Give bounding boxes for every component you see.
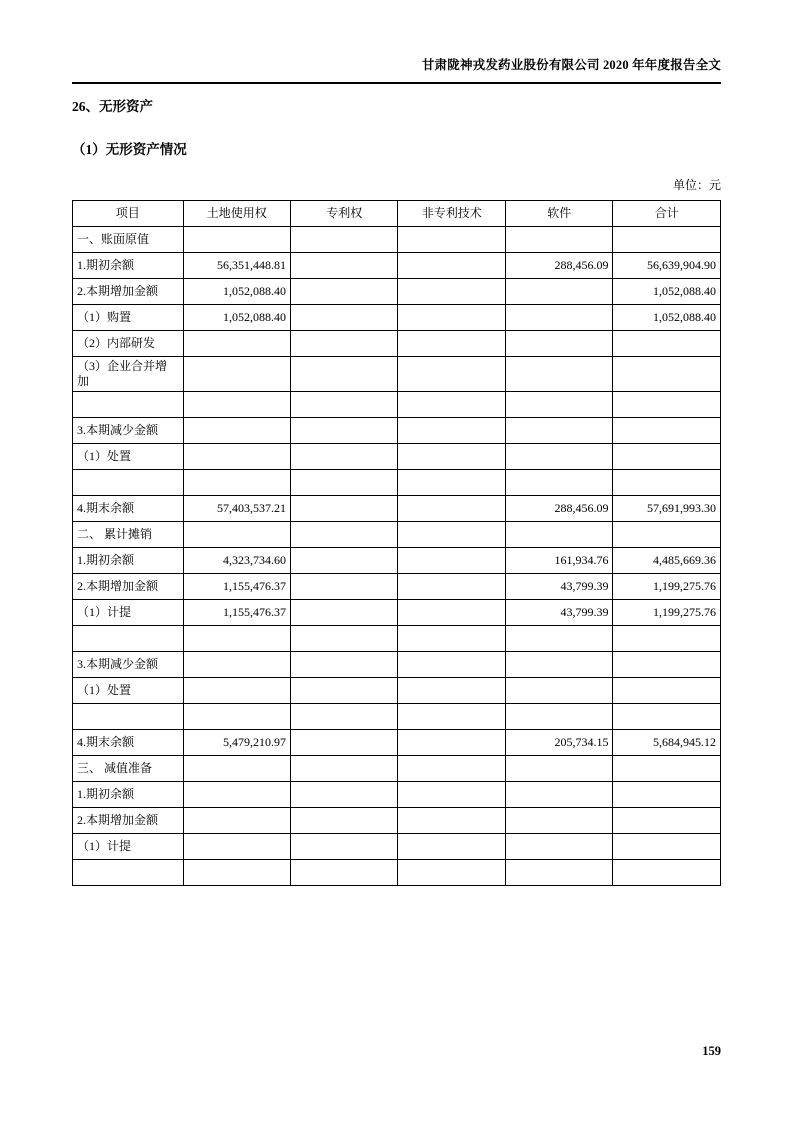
cell-value xyxy=(290,522,397,548)
cell-value xyxy=(398,834,505,860)
row-label: 一、账面原值 xyxy=(73,227,184,253)
cell-value xyxy=(505,227,612,253)
row-label: （1）购置 xyxy=(73,305,184,331)
cell-value xyxy=(183,808,290,834)
cell-value xyxy=(613,444,721,470)
table-row xyxy=(73,418,721,444)
row-label: 三、 减值准备 xyxy=(73,756,184,782)
cell-value xyxy=(613,808,721,834)
row-label xyxy=(73,626,184,652)
cell-value xyxy=(290,730,397,756)
cell-value xyxy=(398,470,505,496)
cell-value: 43,799.39 xyxy=(505,574,612,600)
cell-value xyxy=(183,704,290,730)
cell-value xyxy=(505,418,612,444)
table-row xyxy=(73,331,721,357)
row-label: （1）计提 xyxy=(73,600,184,626)
cell-value xyxy=(398,418,505,444)
cell-value xyxy=(505,652,612,678)
table-row xyxy=(73,730,721,756)
table-row xyxy=(73,253,721,279)
table-row xyxy=(73,860,721,886)
cell-value xyxy=(505,860,612,886)
cell-value xyxy=(290,253,397,279)
intangible-assets-table xyxy=(72,200,721,886)
cell-value xyxy=(505,331,612,357)
cell-value xyxy=(183,678,290,704)
cell-value xyxy=(398,331,505,357)
table-row xyxy=(73,496,721,522)
cell-value: 5,684,945.12 xyxy=(613,730,721,756)
row-label xyxy=(73,470,184,496)
cell-value xyxy=(183,756,290,782)
cell-value xyxy=(398,444,505,470)
row-label: 2.本期增加金额 xyxy=(73,279,184,305)
cell-value xyxy=(398,600,505,626)
cell-value: 161,934.76 xyxy=(505,548,612,574)
cell-value xyxy=(398,574,505,600)
cell-value xyxy=(183,834,290,860)
cell-value: 1,199,275.76 xyxy=(613,574,721,600)
cell-value: 1,155,476.37 xyxy=(183,574,290,600)
cell-value xyxy=(613,704,721,730)
cell-value: 1,052,088.40 xyxy=(183,305,290,331)
cell-value xyxy=(398,548,505,574)
table-row xyxy=(73,600,721,626)
row-label: 二、 累计摊销 xyxy=(73,522,184,548)
page-header: 甘肃陇神戎发药业股份有限公司 2020 年年度报告全文 xyxy=(421,58,721,72)
cell-value xyxy=(398,782,505,808)
row-label: （3）企业合并增加 xyxy=(73,357,184,392)
cell-value xyxy=(290,678,397,704)
cell-value xyxy=(613,652,721,678)
cell-value xyxy=(290,808,397,834)
cell-value xyxy=(290,782,397,808)
cell-value xyxy=(183,392,290,418)
cell-value xyxy=(505,305,612,331)
row-label: （1）计提 xyxy=(73,834,184,860)
cell-value xyxy=(505,357,612,392)
cell-value xyxy=(290,227,397,253)
table-row xyxy=(73,444,721,470)
cell-value xyxy=(613,418,721,444)
table-row xyxy=(73,678,721,704)
table-header-row xyxy=(73,201,721,227)
cell-value xyxy=(183,418,290,444)
cell-value xyxy=(183,652,290,678)
cell-value xyxy=(290,418,397,444)
cell-value xyxy=(290,496,397,522)
cell-value xyxy=(290,574,397,600)
row-label: 1.期初余额 xyxy=(73,782,184,808)
cell-value: 1,052,088.40 xyxy=(613,305,721,331)
row-label: 2.本期增加金额 xyxy=(73,574,184,600)
cell-value xyxy=(398,860,505,886)
cell-value xyxy=(290,279,397,305)
cell-value xyxy=(398,730,505,756)
table-row xyxy=(73,834,721,860)
unit-label: 单位：元 xyxy=(672,178,721,192)
cell-value xyxy=(398,678,505,704)
column-header-item: 项目 xyxy=(73,201,184,227)
cell-value xyxy=(613,357,721,392)
cell-value xyxy=(613,227,721,253)
cell-value xyxy=(505,626,612,652)
cell-value xyxy=(290,305,397,331)
cell-value xyxy=(505,444,612,470)
table-row xyxy=(73,756,721,782)
table-row xyxy=(73,357,721,392)
cell-value xyxy=(613,470,721,496)
cell-value xyxy=(613,626,721,652)
cell-value xyxy=(290,626,397,652)
cell-value xyxy=(613,782,721,808)
table-row xyxy=(73,548,721,574)
cell-value xyxy=(398,392,505,418)
cell-value xyxy=(183,227,290,253)
table-row xyxy=(73,279,721,305)
cell-value xyxy=(290,652,397,678)
cell-value xyxy=(290,392,397,418)
cell-value xyxy=(290,834,397,860)
cell-value: 56,639,904.90 xyxy=(613,253,721,279)
cell-value xyxy=(290,444,397,470)
cell-value: 4,323,734.60 xyxy=(183,548,290,574)
row-label xyxy=(73,704,184,730)
cell-value xyxy=(290,331,397,357)
column-header-software: 软件 xyxy=(505,201,612,227)
cell-value xyxy=(183,626,290,652)
table-row xyxy=(73,227,721,253)
cell-value xyxy=(613,756,721,782)
cell-value xyxy=(505,279,612,305)
cell-value xyxy=(290,756,397,782)
page-number: 159 xyxy=(702,1044,721,1058)
row-label: 2.本期增加金额 xyxy=(73,808,184,834)
table-row xyxy=(73,626,721,652)
cell-value xyxy=(183,782,290,808)
row-label xyxy=(73,860,184,886)
cell-value xyxy=(505,522,612,548)
cell-value xyxy=(613,834,721,860)
table-row xyxy=(73,522,721,548)
cell-value: 57,691,993.30 xyxy=(613,496,721,522)
cell-value xyxy=(183,470,290,496)
cell-value xyxy=(290,470,397,496)
cell-value: 1,052,088.40 xyxy=(183,279,290,305)
cell-value: 1,155,476.37 xyxy=(183,600,290,626)
cell-value xyxy=(398,305,505,331)
cell-value xyxy=(505,704,612,730)
cell-value: 288,456.09 xyxy=(505,496,612,522)
cell-value xyxy=(398,496,505,522)
header-divider xyxy=(72,82,721,84)
cell-value xyxy=(505,392,612,418)
table-row xyxy=(73,470,721,496)
section-title: 26、无形资产 xyxy=(72,99,153,114)
row-label: 4.期末余额 xyxy=(73,730,184,756)
table-row xyxy=(73,808,721,834)
cell-value xyxy=(613,392,721,418)
table-row xyxy=(73,782,721,808)
cell-value xyxy=(398,704,505,730)
cell-value: 205,734.15 xyxy=(505,730,612,756)
cell-value xyxy=(505,834,612,860)
cell-value: 288,456.09 xyxy=(505,253,612,279)
table-row xyxy=(73,574,721,600)
row-label xyxy=(73,392,184,418)
column-header-patent: 专利权 xyxy=(290,201,397,227)
cell-value xyxy=(290,704,397,730)
row-label: （2）内部研发 xyxy=(73,331,184,357)
cell-value xyxy=(505,678,612,704)
row-label: （1）处置 xyxy=(73,678,184,704)
cell-value xyxy=(505,470,612,496)
cell-value xyxy=(613,678,721,704)
cell-value xyxy=(398,522,505,548)
section-subtitle: （1）无形资产情况 xyxy=(72,142,187,157)
cell-value xyxy=(613,331,721,357)
cell-value xyxy=(398,626,505,652)
cell-value xyxy=(613,860,721,886)
cell-value xyxy=(183,522,290,548)
row-label: 1.期初余额 xyxy=(73,548,184,574)
cell-value: 43,799.39 xyxy=(505,600,612,626)
cell-value xyxy=(290,860,397,886)
cell-value xyxy=(183,860,290,886)
row-label: 3.本期减少金额 xyxy=(73,418,184,444)
cell-value xyxy=(398,279,505,305)
table-row xyxy=(73,652,721,678)
cell-value: 4,485,669.36 xyxy=(613,548,721,574)
cell-value xyxy=(505,782,612,808)
cell-value xyxy=(183,331,290,357)
cell-value xyxy=(398,808,505,834)
table-row xyxy=(73,305,721,331)
column-header-non-patent-tech: 非专利技术 xyxy=(398,201,505,227)
table-row xyxy=(73,392,721,418)
cell-value: 1,199,275.76 xyxy=(613,600,721,626)
cell-value xyxy=(505,808,612,834)
cell-value xyxy=(183,357,290,392)
cell-value xyxy=(398,652,505,678)
cell-value xyxy=(398,357,505,392)
cell-value: 5,479,210.97 xyxy=(183,730,290,756)
cell-value xyxy=(505,756,612,782)
cell-value: 1,052,088.40 xyxy=(613,279,721,305)
cell-value: 57,403,537.21 xyxy=(183,496,290,522)
table-row xyxy=(73,704,721,730)
cell-value xyxy=(290,548,397,574)
cell-value xyxy=(398,756,505,782)
table-header xyxy=(73,201,721,227)
cell-value xyxy=(398,253,505,279)
column-header-land-use-rights: 土地使用权 xyxy=(183,201,290,227)
row-label: 3.本期减少金额 xyxy=(73,652,184,678)
row-label: 4.期末余额 xyxy=(73,496,184,522)
column-header-total: 合计 xyxy=(613,201,721,227)
row-label: （1）处置 xyxy=(73,444,184,470)
table-body xyxy=(73,227,721,886)
cell-value xyxy=(183,444,290,470)
row-label: 1.期初余额 xyxy=(73,253,184,279)
cell-value xyxy=(398,227,505,253)
cell-value xyxy=(290,357,397,392)
cell-value xyxy=(613,522,721,548)
cell-value xyxy=(290,600,397,626)
cell-value: 56,351,448.81 xyxy=(183,253,290,279)
